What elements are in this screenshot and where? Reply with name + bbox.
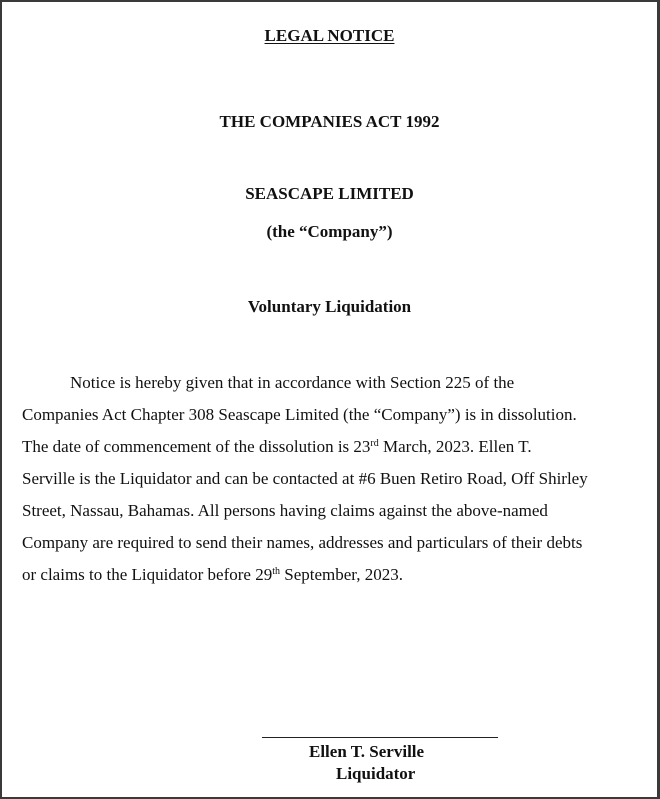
notice-title: LEGAL NOTICE <box>264 26 395 45</box>
body-line: Company are required to send their names, addresses and particulars of their debts <box>22 533 583 552</box>
body-line: Serville is the Liquidator and can be contacted at #6 Buen Retiro Road, Off Shirley <box>22 469 588 488</box>
ordinal-suffix: rd <box>370 438 379 449</box>
company-name: SEASCAPE LIMITED <box>245 184 414 203</box>
body-line: Notice is hereby given that in accordance with Section 225 of the <box>70 373 515 392</box>
notice-body <box>22 367 642 591</box>
signature-line <box>262 737 498 738</box>
company-alias: (the “Company”) <box>266 222 393 241</box>
body-line: The date of commencement of the dissolution is 23rd March, 2023. Ellen T. <box>22 437 532 456</box>
signatory-role: Liquidator <box>336 764 416 783</box>
act-heading: THE COMPANIES ACT 1992 <box>219 112 440 131</box>
ordinal-suffix: th <box>272 566 280 577</box>
subject-heading: Voluntary Liquidation <box>247 297 412 316</box>
signatory-name: Ellen T. Serville <box>309 742 425 761</box>
body-line: Street, Nassau, Bahamas. All persons having claims against the above-named <box>22 501 548 520</box>
body-line: Companies Act Chapter 308 Seascape Limited (the “Company”) is in dissolution. <box>22 405 577 424</box>
body-line: or claims to the Liquidator before 29th September, 2023. <box>22 565 404 584</box>
